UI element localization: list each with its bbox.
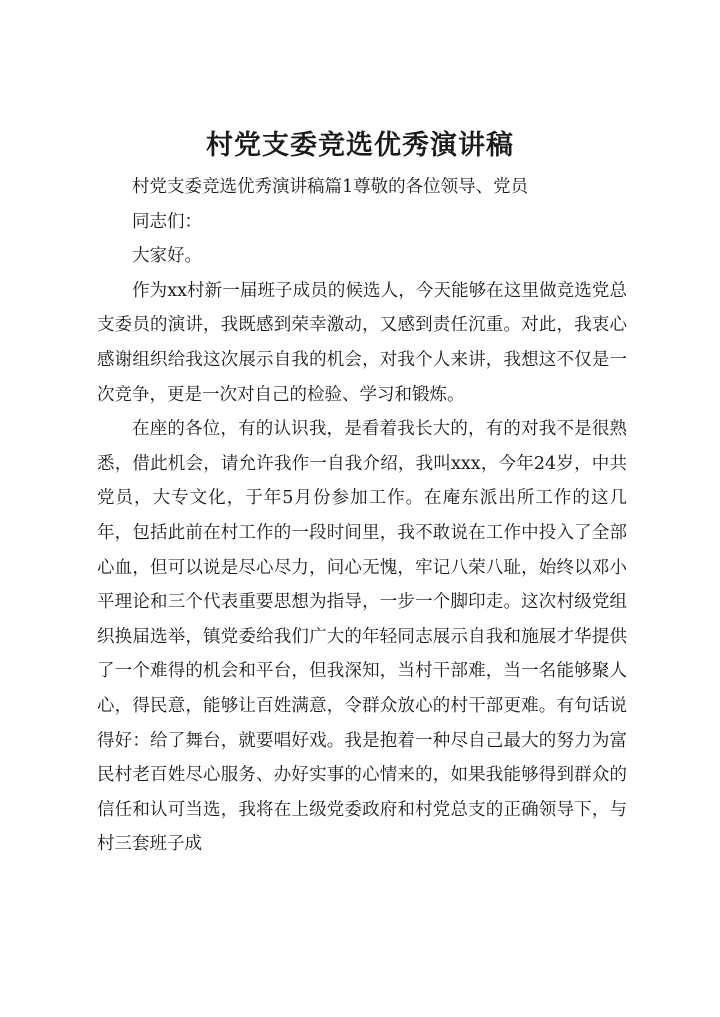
page-title: 村党支委竞选优秀演讲稿 (206, 130, 514, 161)
paragraph-salutation: 同志们： (132, 211, 202, 232)
paragraph-introduction: 作为xx村新一届班子成员的候选人，今天能够在这里做竞选党总支委员的演讲，我既感到荣幸激动，又感到责任沉重。对此，我衷心感谢组织给我这次展示自我的机会，对我个人来讲，我想这不仅是一次竞争，更是一次对自己的检验、学习和锻炼。 (97, 280, 627, 405)
paragraph-greeting: 大家好。 (132, 246, 202, 267)
paragraph-self-introduction: 在座的各位，有的认识我，是看着我长大的，有的对我不是很熟悉，借此机会，请允许我作一自我介绍，我叫xxx，今年24岁，中共党员，大专文化，于年5月份参加工作。在庵东派出所工作的这几年，包括此前在村工作的一段时间里，我不敢说在工作中投入了全部心血，但可以说是尽心尽力，问心无愧，牢记八荣八耻，始终以邓小平理论和三个代表重要思想为指导，一步一个脚印走。这次村级党组织换届选举，镇党委给我们广大的年轻同志展示自我和施展才华提供了一个难得的机会和平台，但我深知，当村干部难，当一名能够聚人心，得民意，能够让百姓满意，令群众放心的村干部更难。有句话说得好：给了舞台，就要唱好戏。我是抱着一种尽自己最大的努力为富民村老百姓尽心服务、办好实事的心情来的，如果我能够得到群众的信任和认可当选，我将在上级党委政府和村党总支的正确领导下，与村三套班子成 (97, 419, 627, 855)
document-body (97, 170, 627, 862)
paragraph-heading-line: 村党支委竞选优秀演讲稿篇1尊敬的各位领导、党员 (132, 177, 529, 197)
